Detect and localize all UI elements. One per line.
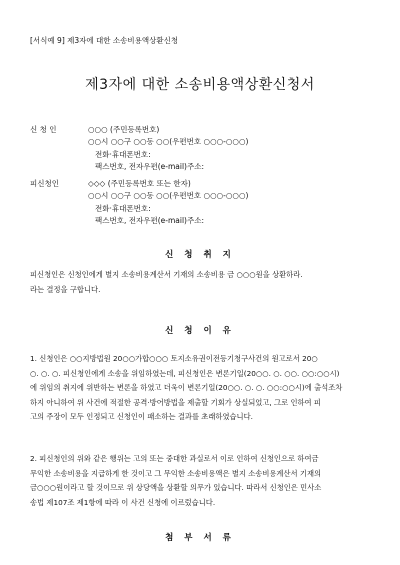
respondent-name: ◇◇◇ (주민등록번호 또는 한자) (88, 179, 191, 188)
reason-line: ○. ○. ○. 피신청인에게 소송을 위임하였는데, 피신청인은 변론기일(20○○. ○. ○○. ○○:○○시) (30, 368, 340, 378)
attachments-heading: 첨 부 서 류 (165, 533, 235, 543)
applicant-phone: 전화·휴대폰번호: (95, 149, 151, 159)
reason-line: 고의 주장이 모두 인정되고 신청인이 패소하는 결과를 초래하였습니다. (30, 412, 253, 421)
respondent-address: ○○시 ○○구 ○○동 ○○(우편번호 ○○○-○○○) (88, 191, 249, 201)
applicant-role: 신 청 인 (30, 125, 57, 134)
purpose-line: 피신청인은 신청인에게 별지 소송비용계산서 기재의 소송비용 금 ○○○원을 상환하라. (30, 270, 303, 279)
respondent-fax-email: 팩스번호, 전자우편(e-mail)주소: (95, 215, 204, 225)
reason-line: 에 위임의 취지에 위반하는 변론을 하였고 더욱이 변론기일(20○○. ○. ○. ○○:○○시)에 출석조차 (30, 383, 343, 392)
respondent-role: 피신청인 (30, 179, 59, 188)
reason-line: 2. 피신청인의 위와 같은 행위는 고의 또는 중대한 과실로서 이로 인하여 신청인으로 하여금 (30, 454, 319, 463)
reason-1-paragraph (30, 352, 375, 425)
reason-line: 송법 제107조 제1항에 따라 이 사건 신청에 이르렀습니다. (30, 497, 216, 507)
purpose-heading: 신 청 취 지 (165, 250, 235, 260)
document-title: 제3자에 대한 소송비용액상환신청서 (85, 77, 315, 93)
purpose-paragraph (30, 268, 375, 297)
applicant-fax-email: 팩스번호, 전자우편(e-mail)주소: (95, 161, 204, 171)
reason-line: 금○○○원이라고 할 것이므로 위 상당액을 상환할 의무가 있습니다. 따라서 신청인은 민사소 (30, 483, 322, 492)
reason-line: 하지 아니하여 위 사건에 적절한 공격·방어방법을 제출할 기회가 상실되었고, 그로 인하여 피 (30, 397, 321, 407)
purpose-line: 라는 결정을 구합니다. (30, 284, 101, 294)
reason-line: 무익한 소송비용을 지급하게 한 것이고 그 무익한 소송비용액은 별지 소송비용계산서 기재의 (30, 468, 322, 478)
reasons-heading: 신 청 이 유 (165, 326, 235, 336)
reason-2-paragraph (30, 452, 375, 510)
applicant-address: ○○시 ○○구 ○○동 ○○(우편번호 ○○○-○○○) (88, 137, 249, 147)
reason-line: 1. 신청인은 ○○지방법원 20○○가합○○○ 토지소유권이전등기청구사건의 원고로서 20○ (30, 354, 318, 363)
form-label: [서식예 9] 제3자에 대한 소송비용액상환신청 (30, 36, 179, 45)
respondent-phone: 전화·휴대폰번호: (95, 203, 151, 213)
applicant-name: ○○○ (주민등록번호) (88, 125, 160, 134)
